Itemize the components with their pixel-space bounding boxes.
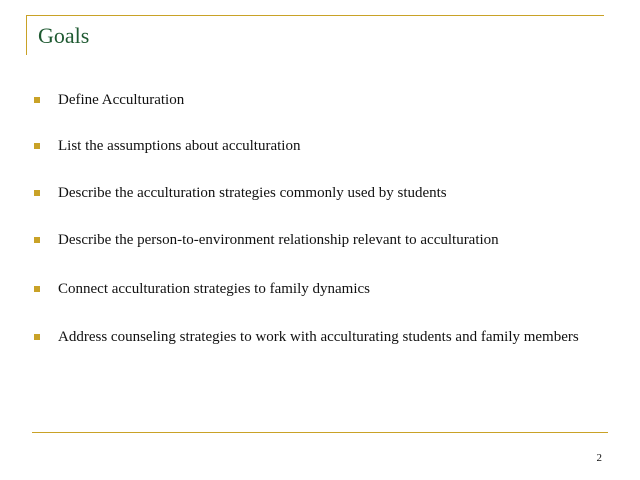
slide-title: Goals: [38, 23, 90, 48]
square-bullet-icon: [34, 97, 40, 103]
square-bullet-icon: [34, 237, 40, 243]
bullet-text: List the assumptions about acculturation: [58, 138, 301, 154]
square-bullet-icon: [34, 286, 40, 292]
footer-rule: [32, 432, 608, 433]
bullet-text: Address counseling strategies to work with acculturating students and family members: [58, 329, 579, 345]
bullet-text: Describe the acculturation strategies commonly used by students: [58, 185, 447, 201]
bullet-text: Describe the person-to-environment relationship relevant to acculturation: [58, 232, 499, 248]
page-number: 2: [596, 452, 602, 464]
bullet-text: Connect acculturation strategies to family dynamics: [58, 281, 370, 297]
square-bullet-icon: [34, 143, 40, 149]
square-bullet-icon: [34, 190, 40, 196]
bullet-text: Define Acculturation: [58, 92, 185, 108]
square-bullet-icon: [34, 334, 40, 340]
